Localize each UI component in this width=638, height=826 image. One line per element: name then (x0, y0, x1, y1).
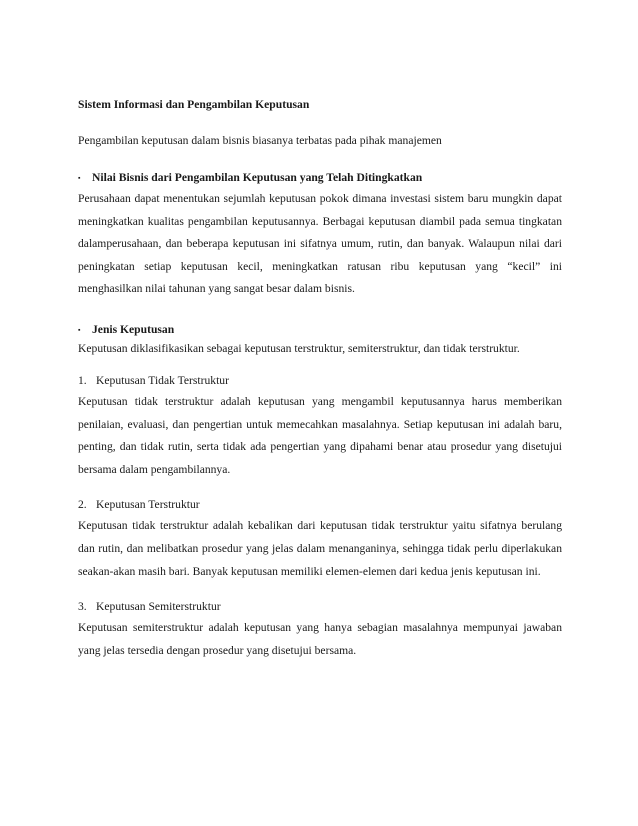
item-paragraph: Keputusan semiterstruktur adalah keputusan yang hanya sebagian masalahnya mempunyai jawaban yang jelas tersedia dengan prosedur yang disetujui bersama. (78, 621, 562, 657)
section-heading (78, 322, 562, 338)
section-paragraph: Perusahaan dapat menentukan sejumlah keputusan pokok dimana investasi sistem baru mungkin dapat meningkatkan kualitas pengambilan keputusannya. Berbagai keputusan diambil pada semua tingkatan dalamperusahaan, dan beberapa keputusan ini sifatnya umum, rutin, dan banyak. Walaupun nilai dari peningkatan setiap keputusan kecil, meningkatkan ratusan ribu keputusan yang “kecil” ini menghasilkan nilai tahunan yang sangat besar dalam bisnis. (78, 192, 562, 296)
item-heading-text: Keputusan Semiterstruktur (96, 600, 221, 614)
item-heading-text: Keputusan Terstruktur (96, 498, 200, 512)
item-number: 2. (78, 498, 87, 512)
item-heading-text: Keputusan Tidak Terstruktur (96, 373, 229, 387)
intro-paragraph: Pengambilan keputusan dalam bisnis biasanya terbatas pada pihak manajemen (78, 134, 442, 147)
numbered-heading (78, 599, 562, 615)
section-heading-text: Jenis Keputusan (92, 322, 175, 336)
document-title: Sistem Informasi dan Pengambilan Keputusan (78, 98, 310, 111)
item-number: 1. (78, 373, 87, 387)
numbered-heading (78, 373, 562, 389)
document-content (78, 97, 562, 662)
section-paragraph: Keputusan diklasifikasikan sebagai keputusan terstruktur, semiterstruktur, dan tidak terstruktur. (78, 341, 520, 355)
section-heading (78, 170, 562, 186)
numbered-heading (78, 497, 562, 513)
item-paragraph: Keputusan tidak terstruktur adalah keputusan yang mengambil keputusannya harus memberikan penilaian, evaluasi, dan pengertian untuk memecahkan masalahnya. Setiap keputusan ini adalah baru, penting, dan tidak rutin, serta tidak ada pengertian yang dipahami benar atau prosedur yang disetujui bersama dalam pengambilannya. (78, 394, 562, 476)
item-paragraph: Keputusan tidak terstruktur adalah kebalikan dari keputusan tidak terstruktur yaitu sifatnya berulang dan rutin, dan melibatkan prosedur yang jelas dalam menanganinya, sehingga tidak perlu diperlakukan seakan-akan masih bari. Banyak keputusan memiliki elemen-elemen dari kedua jenis keputusan ini. (78, 519, 562, 578)
bullet-square-icon: ▪ (78, 174, 81, 182)
section-heading-text: Nilai Bisnis dari Pengambilan Keputusan yang Telah Ditingkatkan (92, 171, 423, 184)
item-number: 3. (78, 600, 87, 614)
bullet-square-icon: ▪ (78, 325, 81, 334)
